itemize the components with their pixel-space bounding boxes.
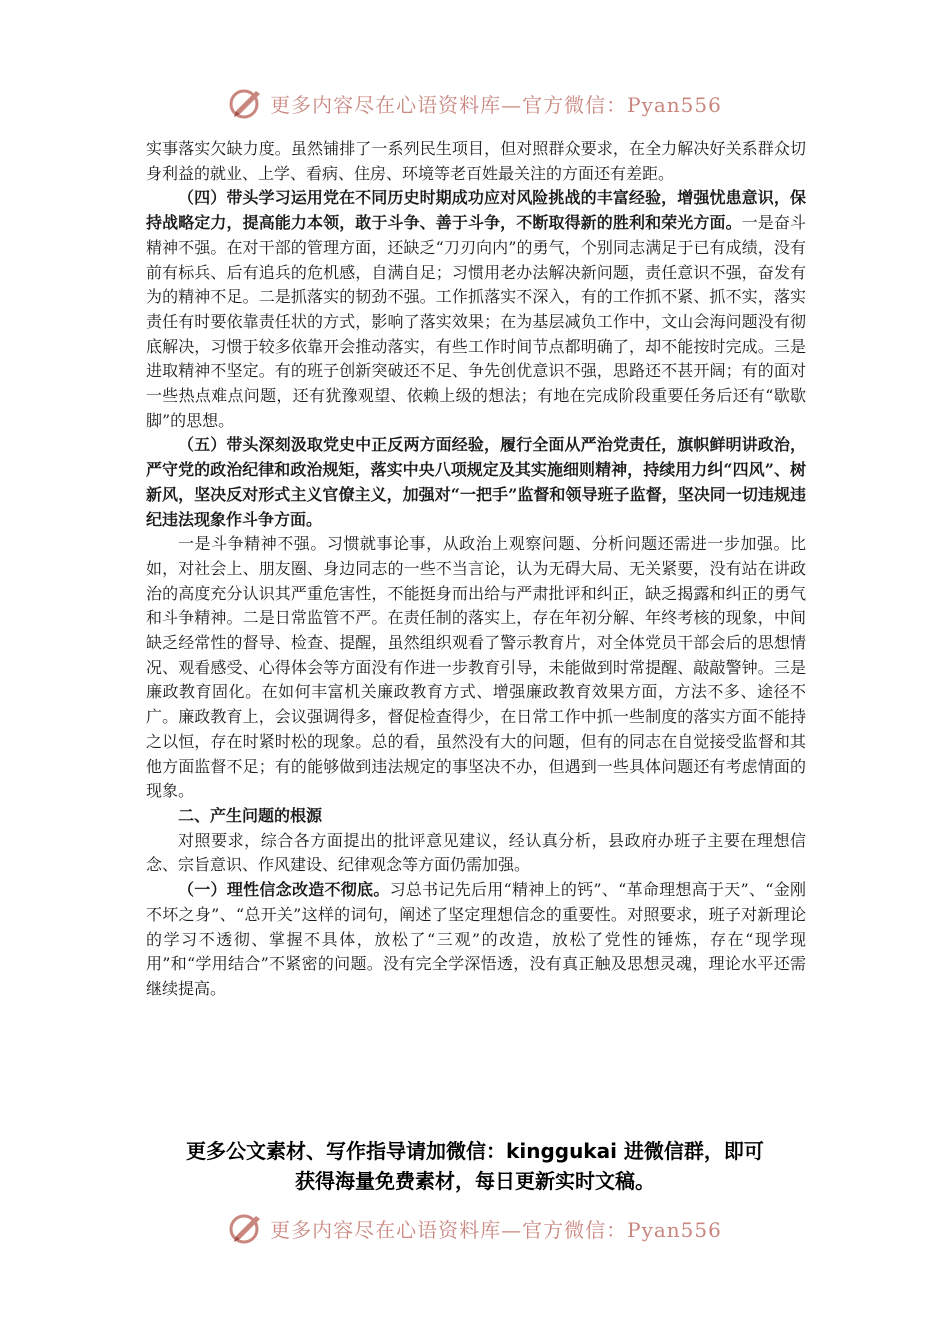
watermark-footer: [0, 1208, 950, 1248]
watermark-header: [0, 83, 950, 123]
section-4-body: 一是奋斗精神不强。在对干部的管理方面，还缺乏“刀刃向内”的勇气，个别同志满足于已有成绩，没有前有标兵、后有追兵的危机感，自满自足；习惯用老办法解决新问题，责任意识不强，奋发有为的精神不足。二是抓落实的韧劲不强。工作抓落实不深入，有的工作抓不紧、抓不实，落实责任有时要依靠责任状的方式，影响了落实效果；在为基层减负工作中，文山会海问题没有彻底解决，习惯于较多依靠开会推动落实，有些工作时间节点都明确了，却不能按时完成。三是进取精神不坚定。有的班子创新突破还不足、争先创优意识不强，思路还不甚开阔；有的面对一些热点难点问题，还有犹豫观望、依赖上级的想法；有地在完成阶段重要任务后还有“歇歇脚”的思想。: [146, 213, 806, 430]
watermark-text: 更多内容尽在心语资料库—官方微信：Pyan556: [270, 92, 722, 117]
promo-line-2: 获得海量免费素材，每日更新实时文稿。: [295, 1169, 655, 1193]
watermark-text: 更多内容尽在心语资料库—官方微信：Pyan556: [270, 1217, 722, 1242]
paragraph-section-4: [146, 186, 806, 433]
heading-root-causes: 二、产生问题的根源: [178, 805, 323, 825]
paragraph-section-5-body: 一是斗争精神不强。习惯就事论事，从政治上观察问题、分析问题还需进一步加强。比如，对社会上、朋友圈、身边同志的一些不当言论，认为无碍大局、无关紧要，没有站在讲政治的高度充分认识其严重危害性，不能挺身而出给与严肃批评和纠正，缺乏揭露和纠正的勇气和斗争精神。二是日常监管不严。在责任制的落实上，存在年初分解、年终考核的现象，中间缺乏经常性的督导、检查、提醒，虽然组织观看了警示教育片，对全体党员干部会后的思想情况、观看感受、心得体会等方面没有作进一步教育引导，未能做到时常提醒、敲敲警钟。三是廉政教育固化。在如何丰富机关廉政教育方式、增强廉政教育效果方面，方法不多、途径不广。廉政教育上，会议强调得多，督促检查得少，在日常工作中抓一些制度的落实方面不能持之以恒，存在时紧时松的现象。总的看，虽然没有大的问题，但有的同志在自觉接受监督和其他方面监督不足；有的能够做到违法规定的事坚决不办，但遇到一些具体问题还有考虑情面的现象。: [146, 534, 806, 801]
cause-1-body: 习总书记先后用“精神上的钙”、“革命理想高于天”、“金刚不坏之身”、“总开关”这样的词句，阐述了坚定理想信念的重要性。对照要求，班子对新理论的学习不透彻、掌握不具体，放松了“三观”的改造，放松了党性的锤炼，存在“现学现用”和“学用结合”不紧密的问题。没有完全学深悟透，没有真正触及思想灵魂，理论水平还需继续提高。: [146, 880, 806, 998]
promo-banner: [0, 1136, 950, 1196]
document-body: [146, 137, 806, 1002]
cause-1-heading: （一）理性信念改造不彻底。: [178, 880, 390, 900]
promo-line-1: 更多公文素材、写作指导请加微信：kinggukai 进微信群，即可: [186, 1139, 764, 1163]
paragraph-cause-1: [146, 878, 806, 1002]
paragraph-section-5-heading: （五）带头深刻汲取党史中正反两方面经验，履行全面从严治党责任，旗帜鲜明讲政治，严守党的政治纪律和政治规矩，落实中央八项规定及其实施细则精神，持续用力纠“四风”、树新风，坚决反对形式主义官僚主义，加强对“一把手”监督和领导班子监督，坚决同一切违规违纪违法现象作斗争方面。: [146, 435, 806, 529]
section-4-heading: （四）带头学习运用党在不同历史时期成功应对风险挑战的丰富经验，增强忧患意识，保持战略定力，提高能力本领，敢于斗争、善于斗争，不断取得新的胜利和荣光方面。: [146, 188, 806, 233]
paragraph-1: 实事落实欠缺力度。虽然铺排了一系列民生项目，但对照群众要求，在全力解决好关系群众切身利益的就业、上学、看病、住房、环境等老百姓最关注的方面还有差距。: [146, 139, 806, 183]
pen-logo-icon: [228, 85, 264, 121]
paragraph-root-causes-intro: 对照要求，综合各方面提出的批评意见建议，经认真分析，县政府办班子主要在理想信念、宗旨意识、作风建设、纪律观念等方面仍需加强。: [146, 830, 806, 875]
pen-logo-icon: [228, 1210, 264, 1246]
